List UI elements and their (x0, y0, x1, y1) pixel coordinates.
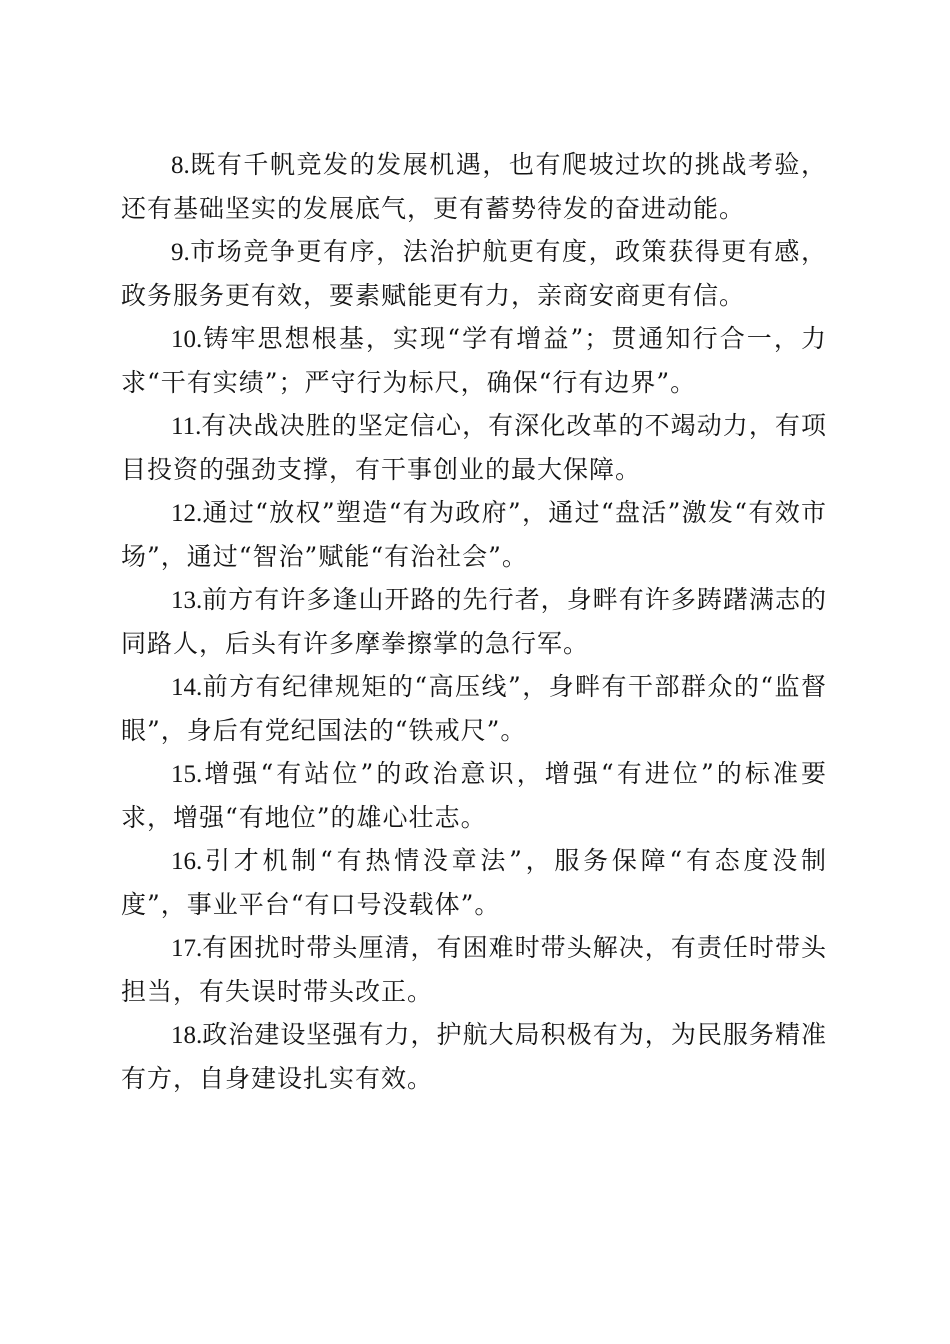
paragraph-13 (121, 578, 827, 665)
paragraph-11 (121, 404, 827, 491)
paragraph-text: 有困扰时带头厘清，有困难时带头解决，有责任时带头担当，有失误时带头改正。 (121, 933, 827, 1006)
paragraph-number: 12. (171, 500, 203, 527)
paragraph-8 (121, 143, 827, 230)
paragraph-text: 政治建设坚强有力，护航大局积极有为，为民服务精准有方，自身建设扎实有效。 (121, 1020, 827, 1093)
document-body (121, 143, 827, 1100)
paragraph-14 (121, 665, 827, 752)
paragraph-10 (121, 317, 827, 404)
paragraph-number: 9. (171, 239, 190, 266)
paragraph-17 (121, 926, 827, 1013)
paragraph-number: 10. (171, 326, 203, 353)
paragraph-text: 增强“有站位”的政治意识，增强“有进位”的标准要求，增强“有地位”的雄心壮志。 (121, 759, 827, 832)
paragraph-12 (121, 491, 827, 578)
paragraph-number: 17. (171, 935, 203, 962)
paragraph-text: 铸牢思想根基，实现“学有增益”；贯通知行合一，力求“干有实绩”；严守行为标尺，确保“行有边界”。 (121, 324, 827, 397)
paragraph-text: 有决战决胜的坚定信心，有深化改革的不竭动力，有项目投资的强劲支撑，有干事创业的最大保障。 (121, 411, 827, 484)
paragraph-number: 14. (171, 674, 203, 701)
paragraph-9 (121, 230, 827, 317)
paragraph-number: 18. (171, 1022, 203, 1049)
paragraph-18 (121, 1013, 827, 1100)
paragraph-number: 8. (171, 152, 190, 179)
paragraph-text: 前方有纪律规矩的“高压线”，身畔有干部群众的“监督眼”，身后有党纪国法的“铁戒尺”。 (121, 672, 827, 745)
paragraph-text: 引才机制“有热情没章法”，服务保障“有态度没制度”，事业平台“有口号没载体”。 (121, 846, 827, 919)
paragraph-number: 11. (171, 413, 202, 440)
paragraph-15 (121, 752, 827, 839)
paragraph-16 (121, 839, 827, 926)
paragraph-text: 通过“放权”塑造“有为政府”，通过“盘活”激发“有效市场”，通过“智治”赋能“有治社会”。 (121, 498, 827, 571)
paragraph-number: 13. (171, 587, 203, 614)
paragraph-text: 前方有许多逢山开路的先行者，身畔有许多踌躇满志的同路人，后头有许多摩拳擦掌的急行军。 (121, 585, 827, 658)
paragraph-number: 16. (171, 848, 203, 875)
paragraph-text: 既有千帆竞发的发展机遇，也有爬坡过坎的挑战考验，还有基础坚实的发展底气，更有蓄势待发的奋进动能。 (121, 150, 827, 223)
paragraph-text: 市场竞争更有序，法治护航更有度，政策获得更有感，政务服务更有效，要素赋能更有力，亲商安商更有信。 (121, 237, 827, 310)
paragraph-number: 15. (171, 761, 203, 788)
